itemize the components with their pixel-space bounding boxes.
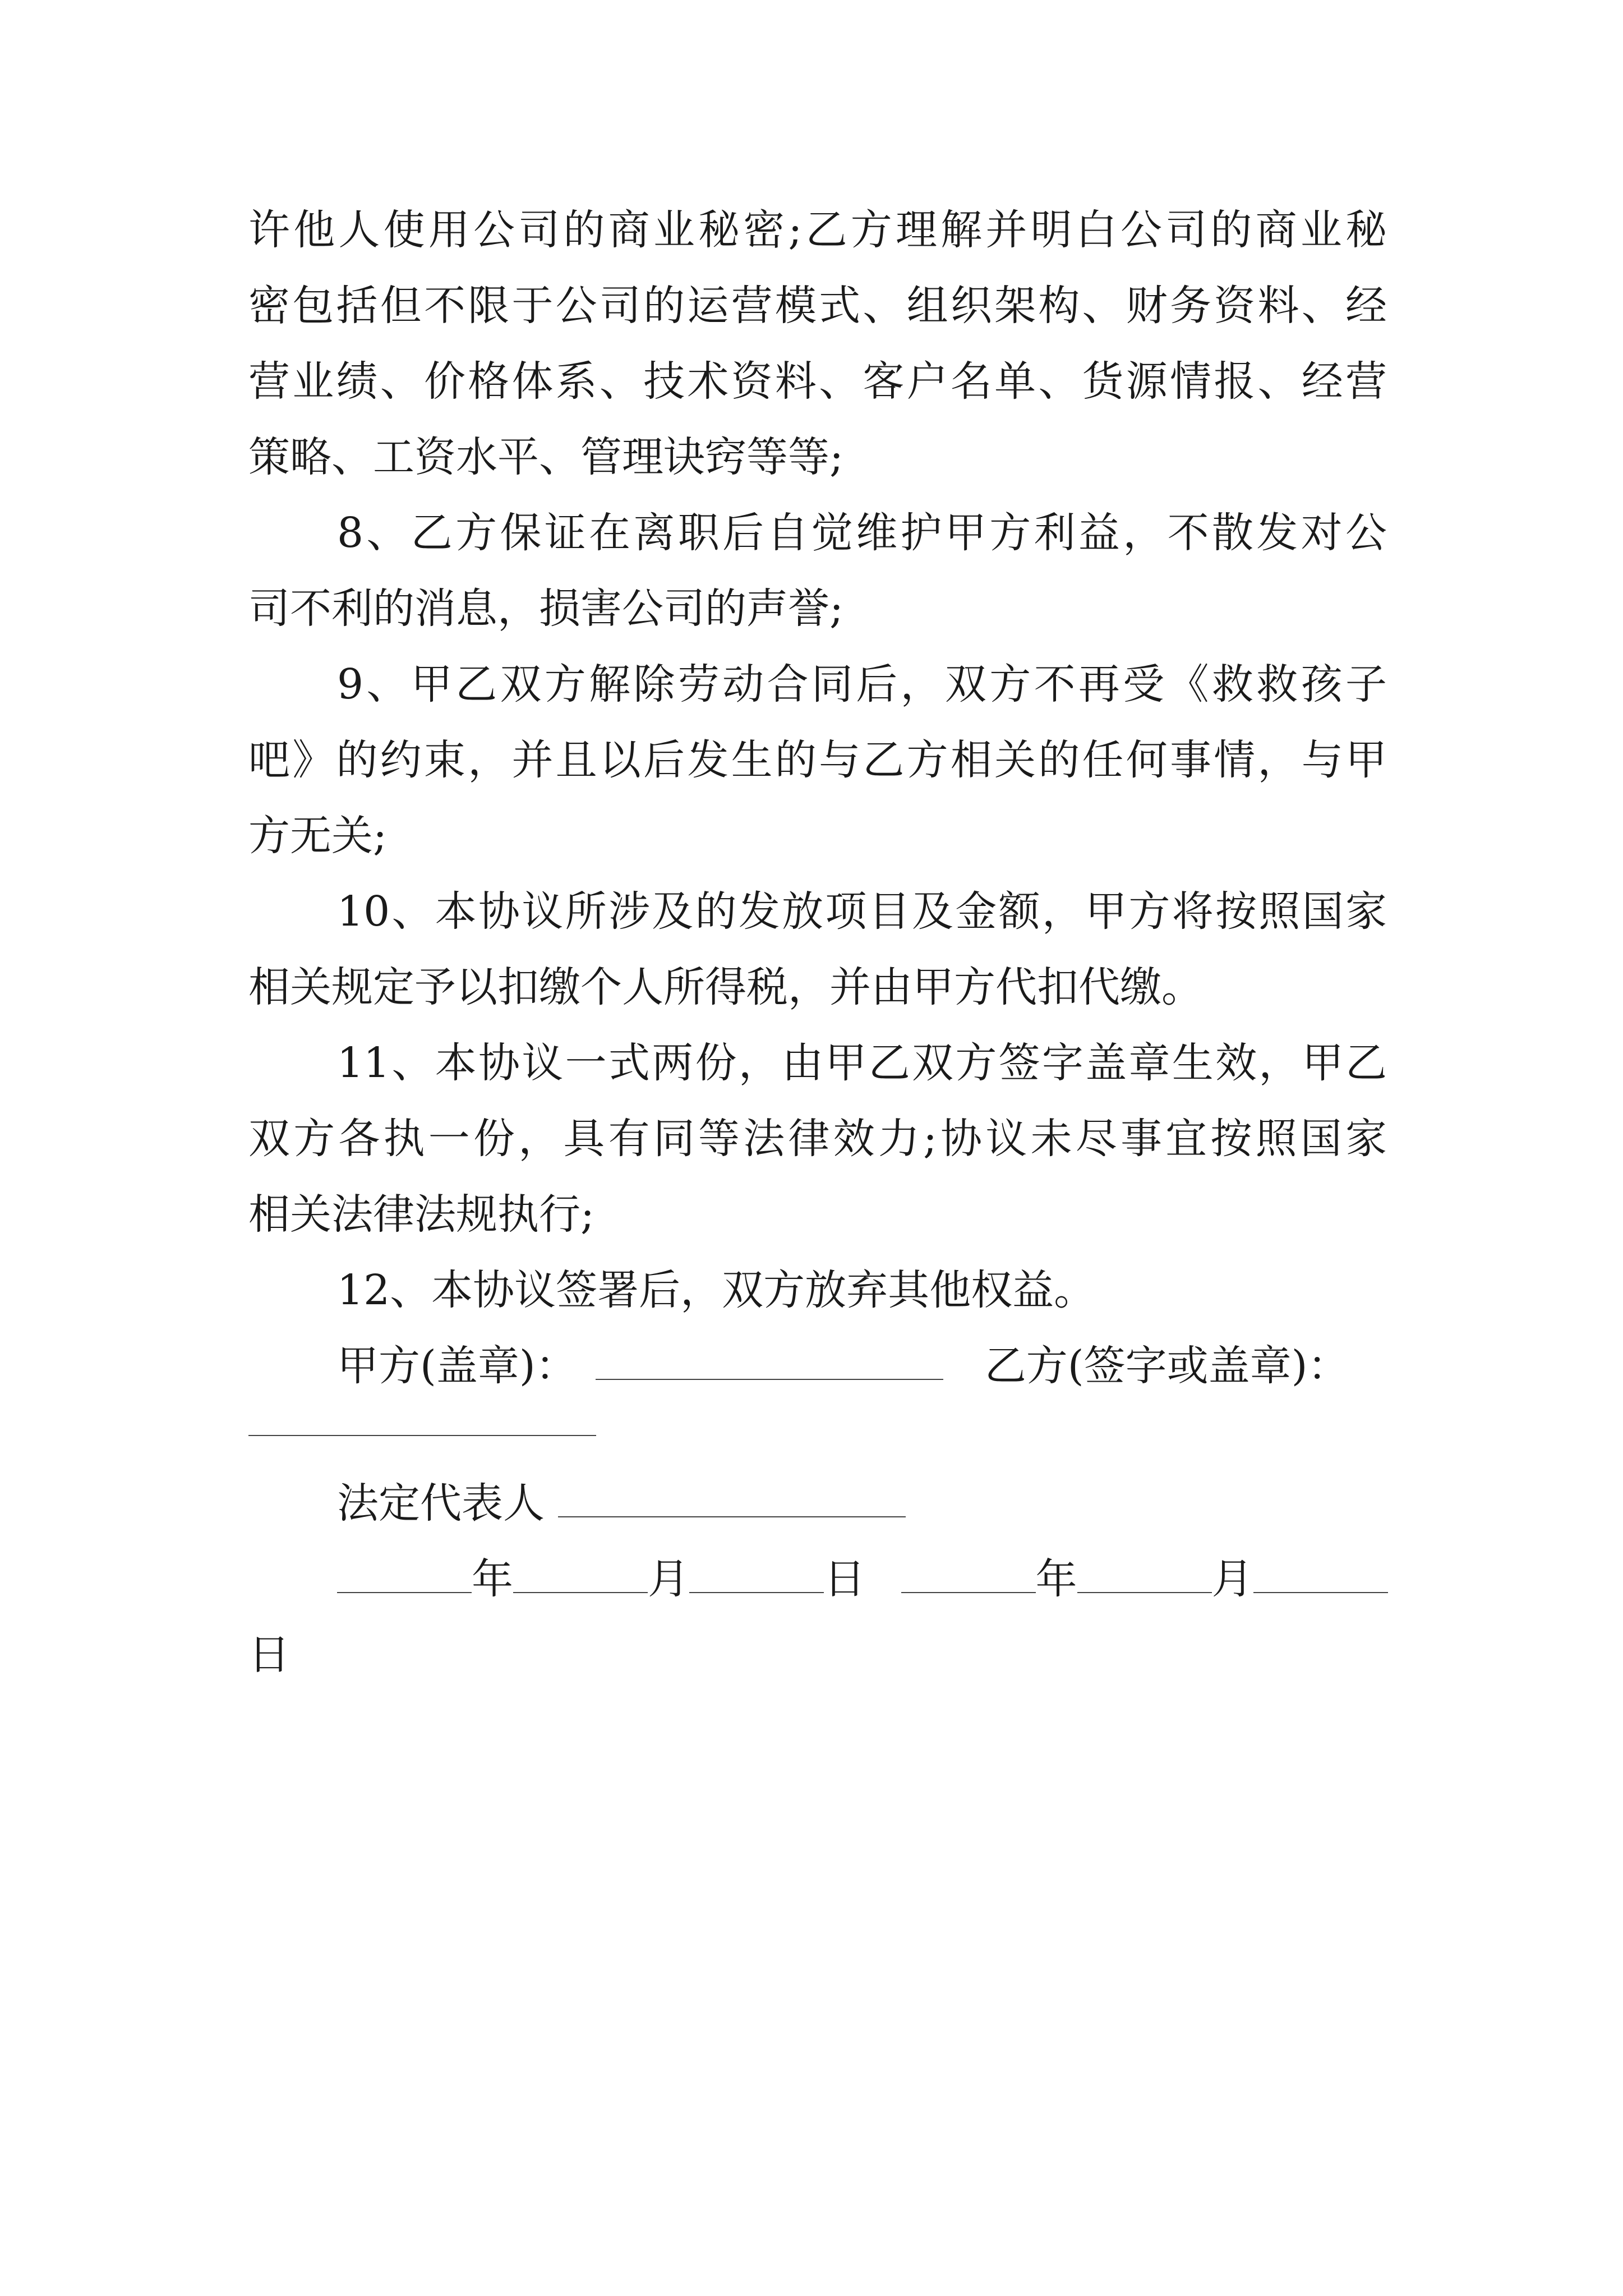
clause-12-line: 12、本协议签署后，双方放弃其他权益。 (337, 1266, 1096, 1314)
clause-10-line-2: 相关规定予以扣缴个人所得税，并由甲方代扣代缴。 (248, 963, 1203, 1011)
party-a-label: 甲方(盖章)： (337, 1342, 577, 1390)
clause-11-line-3: 相关法律法规执行; (248, 1190, 594, 1239)
party-a-month-blank (513, 1553, 648, 1593)
year-label: 年 (1035, 1555, 1077, 1603)
party-a-signature-blank (596, 1340, 943, 1380)
month-label: 月 (648, 1555, 689, 1603)
legal-rep-row (337, 1475, 1387, 1531)
party-a-day-blank (689, 1553, 824, 1593)
signature-row (337, 1338, 1387, 1394)
text-line: 营业绩、价格体系、技术资料、客户名单、货源情报、经营 (248, 357, 1387, 406)
text-line: 策略、工资水平、管理诀窍等等; (248, 433, 843, 481)
clause-9-line-2: 吧》的约束，并且以后发生的与乙方相关的任何事情，与甲 (248, 736, 1387, 784)
party-b-year-blank (901, 1553, 1036, 1593)
party-b-label: 乙方(签字或盖章)： (984, 1342, 1349, 1390)
clause-10-line-1: 10、本协议所涉及的发放项目及金额，甲方将按照国家 (337, 887, 1387, 936)
day-label: 日 (824, 1555, 865, 1603)
clause-9-line-3: 方无关; (248, 812, 387, 860)
party-b-signature-blank (248, 1435, 596, 1436)
month-label: 月 (1211, 1555, 1253, 1603)
clause-9-line-1: 9、甲乙双方解除劳动合同后，双方不再受《救救孩子 (337, 660, 1387, 708)
party-b-day-blank (1253, 1553, 1388, 1593)
legal-rep-label: 法定代表人 (337, 1479, 545, 1527)
date-row (337, 1551, 1387, 1607)
party-a-year-blank (337, 1553, 472, 1593)
clause-11-line-1: 11、本协议一式两份，由甲乙双方签字盖章生效，甲乙 (337, 1039, 1387, 1087)
clause-11-line-2: 双方各执一份，具有同等法律效力;协议未尽事宜按照国家 (248, 1115, 1387, 1163)
year-label: 年 (472, 1555, 513, 1603)
day-label-wrapped: 日 (248, 1631, 290, 1679)
text-line: 许他人使用公司的商业秘密;乙方理解并明白公司的商业秘 (248, 206, 1387, 254)
legal-rep-blank (558, 1477, 906, 1517)
clause-8-line-2: 司不利的消息，损害公司的声誉; (248, 585, 843, 633)
text-line: 密包括但不限于公司的运营模式、组织架构、财务资料、经 (248, 282, 1387, 330)
party-b-month-blank (1077, 1553, 1212, 1593)
clause-8-line-1: 8、乙方保证在离职后自觉维护甲方利益，不散发对公 (337, 509, 1387, 557)
